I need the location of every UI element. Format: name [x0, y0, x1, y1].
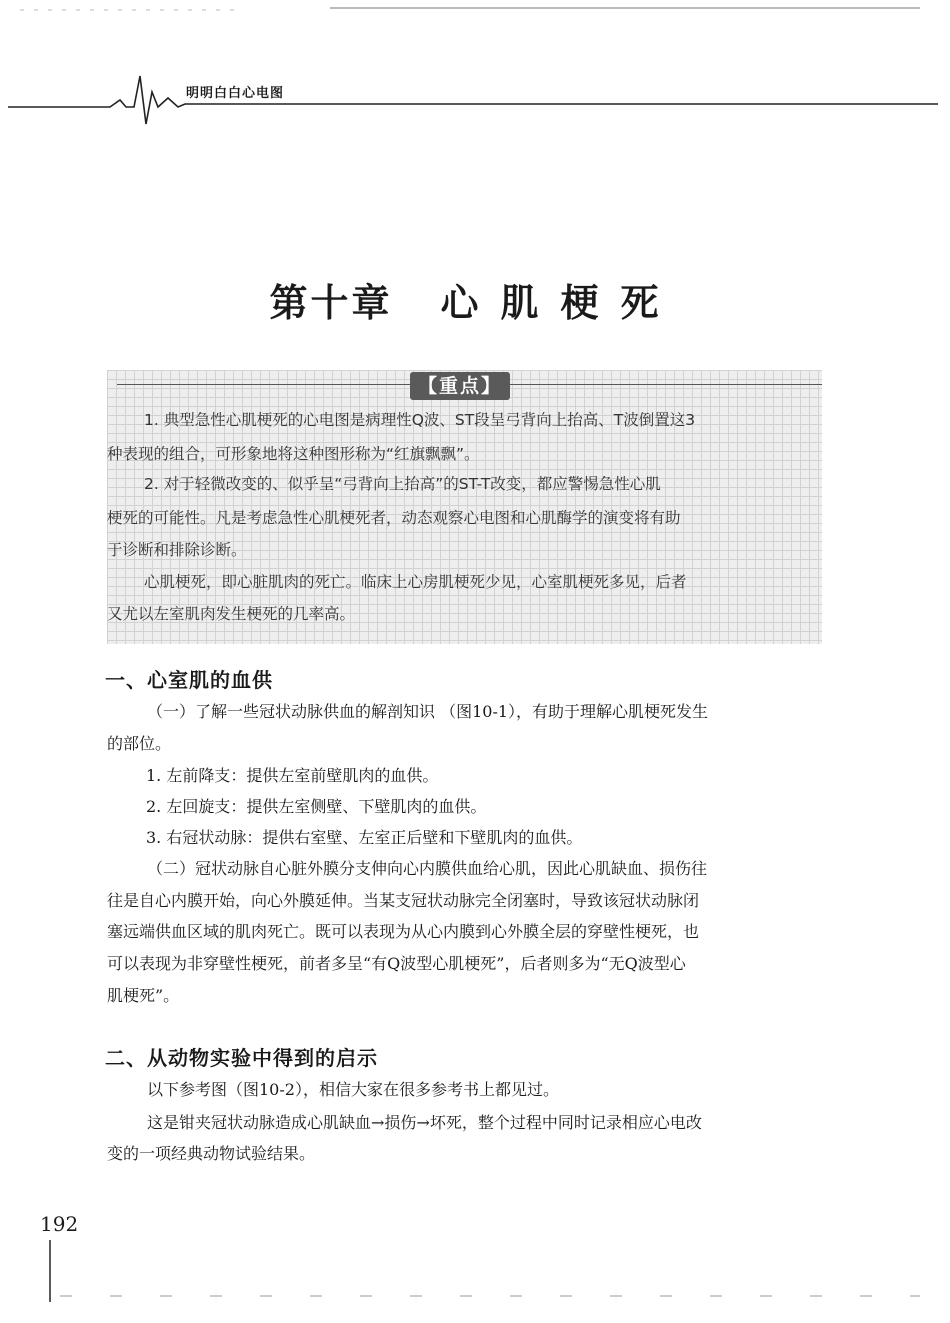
key-point-3-line1: 心肌梗死，即心脏肌肉的死亡。临床上心房肌梗死少见，心室肌梗死多见，后者	[144, 573, 687, 591]
page-number: 192	[40, 1212, 79, 1236]
header-ecg-line	[0, 0, 950, 140]
chapter-title	[0, 272, 950, 327]
section-1-item-1: 1. 左前降支：提供左室前壁肌肉的血供。	[146, 766, 439, 785]
section-1-para2-line2: 往是自心内膜开始，向心外膜延伸。当某支冠状动脉完全闭塞时，导致该冠状动脉闭	[107, 891, 700, 910]
section-1-para2-line4: 可以表现为非穿壁性梗死，前者多呈“有Q波型心肌梗死”，后者则多为“无Q波型心	[107, 954, 686, 973]
chapter-number: 第十章	[269, 280, 393, 325]
section-1-intro-line1: （一）了解一些冠状动脉供血的解剖知识 （图10-1），有助于理解心肌梗死发生	[147, 702, 709, 721]
section-1-para2-line3: 塞远端供血区域的肌肉死亡。既可以表现为从心内膜到心外膜全层的穿壁性梗死，也	[107, 922, 700, 941]
key-points-badge: 【重点】	[410, 372, 510, 400]
section-2-para2-line1: 这是钳夹冠状动脉造成心肌缺血→损伤→坏死，整个过程中同时记录相应心电改	[147, 1113, 702, 1132]
key-point-1-line1: 1. 典型急性心肌梗死的心电图是病理性Q波、ST段呈弓背向上抬高、T波倒置这3	[144, 411, 696, 429]
section-1-intro-line2: 的部位。	[107, 734, 172, 753]
key-point-3-line2: 又尤以左室肌肉发生梗死的几率高。	[107, 605, 356, 623]
section-1-item-3: 3. 右冠状动脉：提供右室壁、左室正后壁和下壁肌肉的血供。	[146, 828, 583, 847]
section-2-heading: 二、从动物实验中得到的启示	[105, 1046, 378, 1070]
key-point-1-line2: 种表现的组合，可形象地将这种图形称为“红旗飘飘”。	[107, 445, 480, 463]
section-1-heading: 一、心室肌的血供	[105, 668, 273, 692]
section-2-para1: 以下参考图（图10-2），相信大家在很多参考书上都见过。	[147, 1080, 559, 1099]
key-point-2-line2: 梗死的可能性。凡是考虑急性心肌梗死者，动态观察心电图和心肌酶学的演变将有助	[107, 509, 681, 527]
key-point-2-line3: 于诊断和排除诊断。	[107, 541, 247, 559]
key-point-2-line1: 2. 对于轻微改变的、似乎呈“弓背向上抬高”的ST-T改变，都应警惕急性心肌	[144, 475, 661, 493]
running-title: 明明白白心电图	[186, 86, 285, 101]
section-2-para2-line2: 变的一项经典动物试验结果。	[107, 1144, 316, 1163]
footer-marks	[0, 1230, 950, 1323]
section-1-para2-line1: （二）冠状动脉自心脏外膜分支伸向心内膜供血给心肌，因此心肌缺血、损伤往	[147, 859, 708, 878]
section-1-para2-line5: 肌梗死”。	[107, 986, 180, 1005]
section-1-item-2: 2. 左回旋支：提供左室侧壁、下壁肌肉的血供。	[146, 797, 487, 816]
chapter-name: 心肌梗死	[440, 280, 681, 325]
